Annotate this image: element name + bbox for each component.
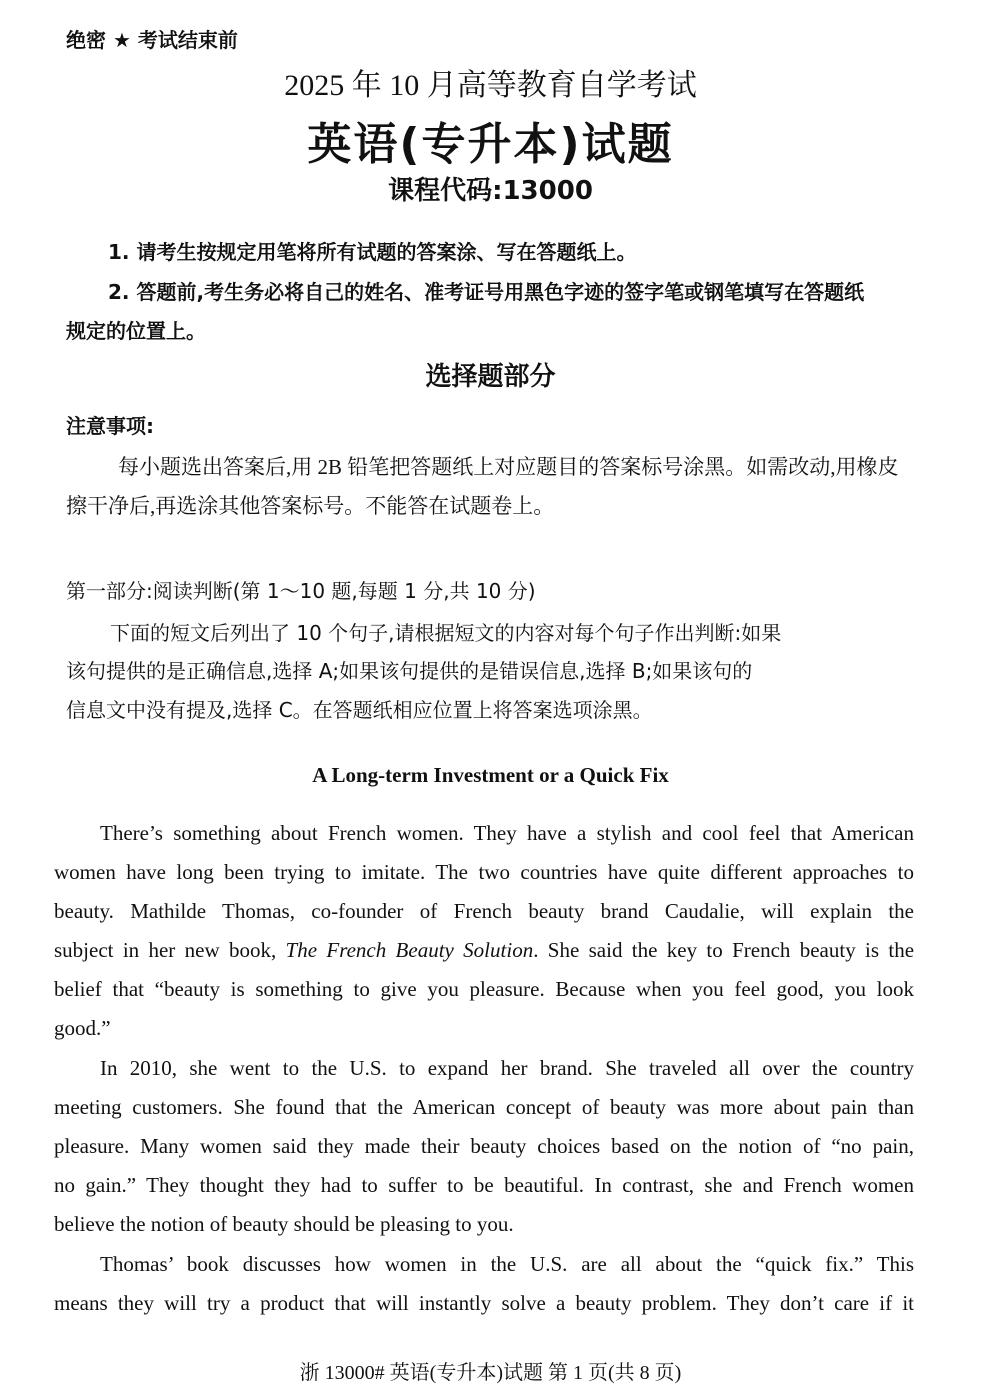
part-heading: 第一部分:阅读判断(第 1～10 题,每题 1 分,共 10 分) xyxy=(66,579,536,603)
part-instruction-line-2: 该句提供的是正确信息,选择 A;如果该句提供的是错误信息,选择 B;如果该句的 xyxy=(66,659,753,683)
section-title: 选择题部分 xyxy=(425,362,556,392)
book-title: The French Beauty Solution xyxy=(285,938,534,962)
passage-line: belief that “beauty is something to give you pleasure. Because when you feel good, you look xyxy=(54,977,914,1001)
passage-text: . She said the key to French beauty is the xyxy=(533,938,915,962)
passage-line: meeting customers. She found that the American concept of beauty was more about pain than xyxy=(54,1095,914,1119)
confidential-mark: 绝密 ★ 考试结束前 xyxy=(66,28,238,52)
course-code: 课程代码:13000 xyxy=(388,176,593,206)
part-instruction-line-1: 下面的短文后列出了 10 个句子,请根据短文的内容对每个句子作出判断:如果 xyxy=(110,621,782,645)
passage-line: In 2010, she went to the U.S. to expand her brand. She traveled all over the country xyxy=(100,1056,914,1080)
passage-title: A Long-term Investment or a Quick Fix xyxy=(312,763,669,787)
passage-line-with-book-title xyxy=(54,935,914,965)
instruction-item-1: 1. 请考生按规定用笔将所有试题的答案涂、写在答题纸上。 xyxy=(108,240,637,264)
passage-line: beauty. Mathilde Thomas, co-founder of French beauty brand Caudalie, will explain the xyxy=(54,899,914,923)
passage-line: believe the notion of beauty should be pleasing to you. xyxy=(54,1212,514,1236)
page-footer: 浙 13000# 英语(专升本)试题 第 1 页(共 8 页) xyxy=(299,1362,682,1384)
instruction-item-2-line-2: 规定的位置上。 xyxy=(66,319,206,343)
notice-label: 注意事项: xyxy=(66,414,154,438)
exam-session-title: 2025 年 10 月高等教育自学考试 xyxy=(284,69,697,102)
passage-text: subject in her new book, xyxy=(54,938,286,962)
passage-line: There’s something about French women. They have a stylish and cool feel that American xyxy=(100,821,914,845)
notice-text-line-1: 每小题选出答案后,用 2B 铅笔把答题纸上对应题目的答案标号涂黑。如需改动,用橡皮 xyxy=(118,455,899,479)
instruction-item-2-line-1: 2. 答题前,考生务必将自己的姓名、准考证号用黑色字迹的签字笔或钢笔填写在答题纸 xyxy=(108,280,865,304)
passage-line: means they will try a product that will instantly solve a beauty problem. They don’t care if it xyxy=(54,1291,914,1315)
passage-line: Thomas’ book discusses how women in the U.S. are all about the “quick fix.” This xyxy=(100,1252,914,1276)
passage-line: good.” xyxy=(54,1016,111,1040)
passage-line: no gain.” They thought they had to suffer to be beautiful. In contrast, she and French women xyxy=(54,1173,914,1197)
part-instruction-line-3: 信息文中没有提及,选择 C。在答题纸相应位置上将答案选项涂黑。 xyxy=(66,698,653,722)
notice-text-line-2: 擦干净后,再选涂其他答案标号。不能答在试题卷上。 xyxy=(66,494,555,518)
passage-line: pleasure. Many women said they made their beauty choices based on the notion of “no pain, xyxy=(54,1134,914,1158)
exam-subject-title: 英语(专升本)试题 xyxy=(307,119,674,170)
passage-line: women have long been trying to imitate. The two countries have quite different approaches to xyxy=(54,860,914,884)
